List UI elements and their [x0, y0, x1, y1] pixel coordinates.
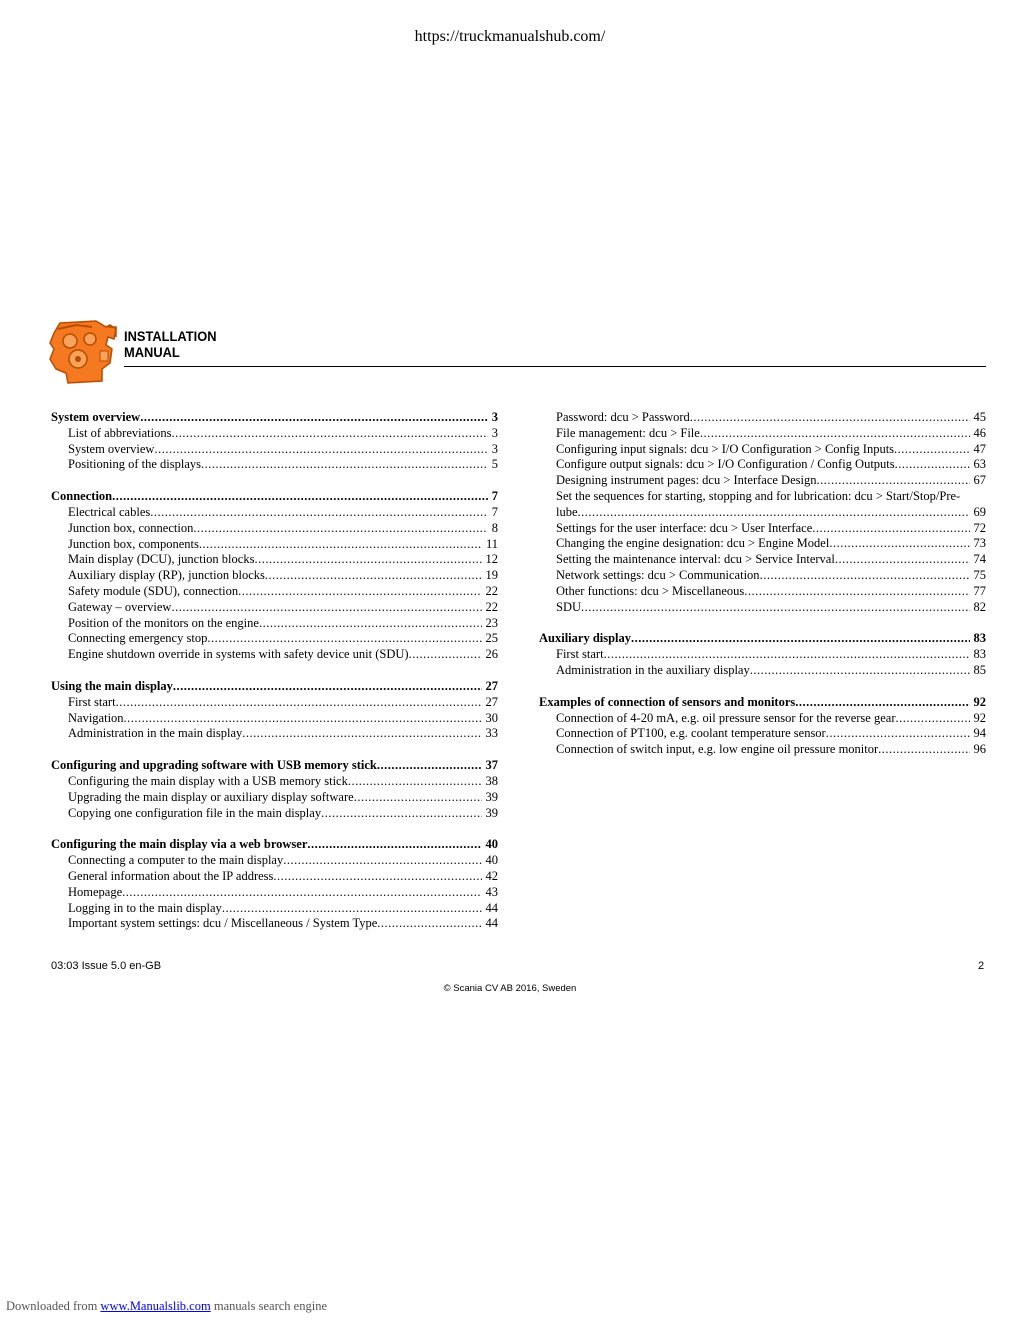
toc-page-number: 19 [485, 568, 498, 583]
toc-title: Examples of connection of sensors and monitors [539, 694, 796, 709]
toc-leader-dots [377, 916, 481, 932]
toc-section[interactable] [539, 631, 986, 647]
toc-leader-dots [604, 647, 970, 663]
toc-page-number: 69 [973, 504, 986, 519]
toc-title: List of abbreviations [68, 425, 172, 440]
toc-page-number: 26 [485, 647, 498, 662]
toc-leader-dots [895, 711, 969, 727]
toc-entry[interactable] [51, 695, 498, 711]
toc-title: Electrical cables [68, 504, 151, 519]
toc-title: System overview [68, 441, 155, 456]
toc-title: Position of the monitors on the engine [68, 615, 259, 630]
toc-title: Changing the engine designation: dcu > Engine Model [556, 536, 830, 551]
toc-page-number: 11 [485, 536, 498, 551]
toc-title: Configuring the main display with a USB memory stick [68, 773, 348, 788]
toc-page-number: 37 [485, 758, 498, 773]
document-title [124, 328, 217, 360]
toc-entry[interactable] [539, 584, 986, 600]
toc-leader-dots [826, 726, 970, 742]
toc-title: Main display (DCU), junction blocks [68, 552, 255, 567]
toc-entry[interactable] [51, 537, 498, 553]
toc-entry[interactable] [51, 869, 498, 885]
toc-title: Connection [51, 489, 113, 504]
toc-entry[interactable] [539, 568, 986, 584]
toc-page-number: 96 [973, 742, 986, 757]
toc-leader-dots [207, 631, 481, 647]
toc-page-number: 7 [491, 489, 498, 504]
toc-title: General information about the IP address [68, 868, 274, 883]
toc-entry[interactable] [51, 505, 498, 521]
toc-leader-dots [377, 758, 482, 774]
toc-title: System overview [51, 410, 141, 424]
toc-leader-dots [631, 631, 969, 647]
toc-leader-dots [348, 774, 482, 790]
toc-title: Connection of PT100, e.g. coolant temperature sensor [556, 726, 826, 741]
copyright-notice: © Scania CV AB 2016, Sweden [443, 983, 577, 994]
manualslib-link[interactable]: www.Manualslib.com [100, 1299, 211, 1313]
toc-page-number: 27 [485, 694, 498, 709]
toc-title: Positioning of the displays [68, 457, 201, 472]
toc-page-number: 47 [973, 441, 986, 456]
toc-page-number: 43 [485, 884, 498, 899]
toc-leader-dots [283, 853, 481, 869]
toc-entry[interactable] [539, 647, 986, 663]
toc-entry[interactable] [51, 600, 498, 616]
toc-title: Junction box, components [68, 536, 199, 551]
toc-title: Configuring input signals: dcu > I/O Configuration > Config Inputs [556, 441, 895, 456]
toc-title: Other functions: dcu > Miscellaneous [556, 583, 745, 598]
toc-title: lube [556, 504, 578, 519]
toc-page-number: 46 [973, 425, 986, 440]
toc-title: SDU [556, 599, 582, 614]
toc-title: Junction box, connection [68, 520, 194, 535]
toc-leader-dots [171, 426, 487, 442]
toc-page-number: 67 [973, 473, 986, 488]
toc-leader-dots [193, 521, 487, 537]
toc-leader-dots [154, 442, 487, 458]
toc-leader-dots [835, 552, 970, 568]
toc-page-number: 85 [973, 662, 986, 677]
toc-leader-dots [238, 584, 481, 600]
toc-leader-dots [201, 457, 488, 473]
toc-page-number: 83 [973, 631, 986, 646]
title-divider [124, 366, 986, 367]
section-gap [539, 679, 986, 695]
toc-title: First start [556, 647, 604, 662]
toc-title: Designing instrument pages: dcu > Interface Design [556, 473, 817, 488]
toc-title: Engine shutdown override in systems with safety device unit (SDU) [68, 647, 409, 662]
toc-page-number: 30 [485, 710, 498, 725]
toc-entry[interactable] [539, 426, 986, 442]
section-gap [51, 473, 498, 489]
toc-page-number: 38 [485, 773, 498, 788]
toc-entry[interactable] [51, 647, 498, 663]
toc-entry-line: Set the sequences for starting, stopping and for lubrication: dcu > Start/Stop/Pre- [556, 488, 961, 503]
toc-entry[interactable] [539, 457, 986, 473]
toc-section[interactable] [51, 679, 498, 695]
toc-title: Auxiliary display (RP), junction blocks [68, 568, 265, 583]
toc-page-number: 72 [973, 520, 986, 535]
toc-leader-dots [173, 679, 482, 695]
toc-page-number: 23 [485, 615, 498, 630]
toc-title: Logging in to the main display [68, 900, 222, 915]
toc-page-number: 33 [485, 726, 498, 741]
toc-title: Password: dcu > Password [556, 410, 690, 424]
toc-page-number: 73 [973, 536, 986, 551]
toc-leader-dots [122, 885, 481, 901]
toc-leader-dots [307, 837, 481, 853]
toc-leader-dots [222, 901, 482, 917]
toc-leader-dots [700, 426, 970, 442]
toc-leader-dots [578, 505, 970, 521]
title-line-1: INSTALLATION [124, 328, 217, 344]
toc-entry[interactable] [539, 742, 986, 758]
toc-page-number: 94 [973, 726, 986, 741]
source-url: https://truckmanualshub.com/ [414, 28, 606, 45]
toc-page-number: 5 [491, 457, 498, 472]
toc-entry[interactable] [51, 790, 498, 806]
toc-page-number: 8 [491, 520, 498, 535]
toc-entry[interactable] [51, 426, 498, 442]
toc-page-number: 27 [485, 678, 498, 693]
download-prefix: Downloaded from [6, 1299, 101, 1313]
toc-title: Configure output signals: dcu > I/O Configuration / Config Outputs [556, 457, 895, 472]
toc-title: Upgrading the main display or auxiliary display software [68, 789, 354, 804]
toc-leader-dots [409, 647, 482, 663]
toc-entry[interactable] [539, 505, 986, 521]
issue-info: 03:03 Issue 5.0 en-GB [51, 960, 162, 972]
toc-leader-dots [124, 711, 482, 727]
toc-entry[interactable] [539, 600, 986, 616]
toc-section[interactable] [51, 837, 498, 853]
toc-title: First start [68, 694, 116, 709]
toc-leader-dots [760, 568, 970, 584]
toc-leader-dots [242, 726, 481, 742]
download-suffix: manuals search engine [210, 1299, 327, 1313]
toc-title: Auxiliary display [539, 631, 632, 646]
toc-leader-dots [140, 410, 488, 426]
toc-leader-dots [259, 616, 482, 632]
toc-page-number: 12 [485, 552, 498, 567]
toc-left-column [51, 410, 498, 932]
toc-entry[interactable] [51, 521, 498, 537]
toc-leader-dots [171, 600, 481, 616]
toc-page-number: 42 [485, 868, 498, 883]
toc-title: Configuring the main display via a web browser [51, 837, 308, 852]
toc-leader-dots [816, 473, 969, 489]
download-notice [6, 1299, 327, 1314]
toc-page-number: 3 [491, 425, 498, 440]
toc-title: Connecting emergency stop [68, 631, 208, 646]
toc-title: Connection of 4-20 mA, e.g. oil pressure sensor for the reverse gear [556, 710, 896, 725]
toc-entry[interactable] [539, 473, 986, 489]
toc-title: Setting the maintenance interval: dcu > Service Interval [556, 552, 835, 567]
toc-section[interactable] [51, 410, 498, 426]
toc-entry[interactable] [539, 410, 986, 426]
toc-entry[interactable] [51, 806, 498, 822]
toc-page-number: 3 [491, 410, 498, 424]
toc-right-column [539, 410, 986, 758]
toc-page-number: 77 [973, 583, 986, 598]
toc-leader-dots [150, 505, 488, 521]
toc-entry[interactable] [51, 711, 498, 727]
toc-title: Settings for the user interface: dcu > User Interface [556, 520, 813, 535]
toc-entry[interactable] [539, 442, 986, 458]
toc-entry[interactable] [539, 521, 986, 537]
toc-page-number: 3 [491, 441, 498, 456]
toc-leader-dots [690, 410, 970, 426]
toc-leader-dots [116, 695, 482, 711]
toc-leader-dots [112, 489, 488, 505]
toc-page-number: 40 [485, 853, 498, 868]
toc-entry[interactable] [51, 774, 498, 790]
section-gap [51, 742, 498, 758]
toc-page-number: 39 [485, 805, 498, 820]
toc-leader-dots [750, 663, 970, 679]
toc-section[interactable] [539, 695, 986, 711]
toc-title: Connecting a computer to the main display [68, 853, 284, 868]
toc-entry[interactable] [539, 663, 986, 679]
toc-section[interactable] [51, 489, 498, 505]
toc-page-number: 74 [973, 552, 986, 567]
toc-title: Configuring and upgrading software with USB memory stick [51, 758, 377, 773]
toc-title: Using the main display [51, 678, 173, 693]
toc-entry[interactable] [51, 442, 498, 458]
toc-leader-dots [878, 742, 969, 758]
toc-title: Important system settings: dcu / Miscellaneous / System Type [68, 916, 378, 931]
toc-entry[interactable] [51, 568, 498, 584]
page-number: 2 [978, 960, 985, 972]
toc-page-number: 63 [973, 457, 986, 472]
section-gap [51, 821, 498, 837]
toc-page-number: 39 [485, 789, 498, 804]
section-gap [539, 615, 986, 631]
toc-entry[interactable] [51, 552, 498, 568]
toc-leader-dots [265, 568, 482, 584]
toc-page-number: 44 [485, 916, 498, 931]
toc-title: Connection of switch input, e.g. low engine oil pressure monitor [556, 742, 879, 757]
toc-title: Gateway – overview [68, 599, 172, 614]
toc-page-number: 75 [973, 567, 986, 582]
toc-leader-dots [812, 521, 969, 537]
toc-leader-dots [273, 869, 481, 885]
toc-entry[interactable] [539, 711, 986, 727]
toc-title: Administration in the auxiliary display [556, 662, 750, 677]
toc-title: Administration in the main display [68, 726, 243, 741]
toc-leader-dots [829, 536, 969, 552]
toc-title: Network settings: dcu > Communication [556, 567, 760, 582]
engine-icon [46, 315, 120, 389]
toc-leader-dots [795, 695, 969, 711]
toc-entry[interactable] [51, 885, 498, 901]
toc-title: Safety module (SDU), connection [68, 583, 239, 598]
toc-leader-dots [321, 806, 481, 822]
toc-entry[interactable] [51, 631, 498, 647]
toc-leader-dots [894, 442, 969, 458]
section-gap [51, 663, 498, 679]
toc-page-number: 92 [973, 694, 986, 709]
toc-entry[interactable] [51, 853, 498, 869]
toc-entry[interactable] [51, 901, 498, 917]
toc-page-number: 25 [485, 631, 498, 646]
toc-page-number: 45 [973, 410, 986, 424]
toc-entry[interactable] [51, 457, 498, 473]
toc-leader-dots [254, 552, 481, 568]
toc-page-number: 40 [485, 837, 498, 852]
toc-leader-dots [895, 457, 970, 473]
toc-leader-dots [354, 790, 482, 806]
toc-leader-dots [581, 600, 969, 616]
toc-page-number: 44 [485, 900, 498, 915]
toc-page-number: 92 [973, 710, 986, 725]
toc-entry[interactable] [539, 536, 986, 552]
toc-title: File management: dcu > File [556, 425, 700, 440]
toc-entry[interactable] [539, 552, 986, 568]
toc-entry[interactable] [51, 584, 498, 600]
toc-leader-dots [744, 584, 969, 600]
toc-entry[interactable] [51, 916, 498, 932]
toc-page-number: 22 [485, 599, 498, 614]
toc-entry[interactable] [51, 616, 498, 632]
toc-entry[interactable] [51, 726, 498, 742]
toc-page-number: 7 [491, 504, 498, 519]
toc-page-number: 83 [973, 647, 986, 662]
toc-section[interactable] [51, 758, 498, 774]
toc-title: Navigation [68, 710, 124, 725]
title-line-2: MANUAL [124, 344, 180, 360]
toc-leader-dots [199, 537, 482, 553]
toc-page-number: 22 [485, 583, 498, 598]
toc-page-number: 82 [973, 599, 986, 614]
toc-entry[interactable] [539, 726, 986, 742]
toc-title: Copying one configuration file in the main display [68, 805, 322, 820]
toc-title: Homepage [68, 884, 123, 899]
